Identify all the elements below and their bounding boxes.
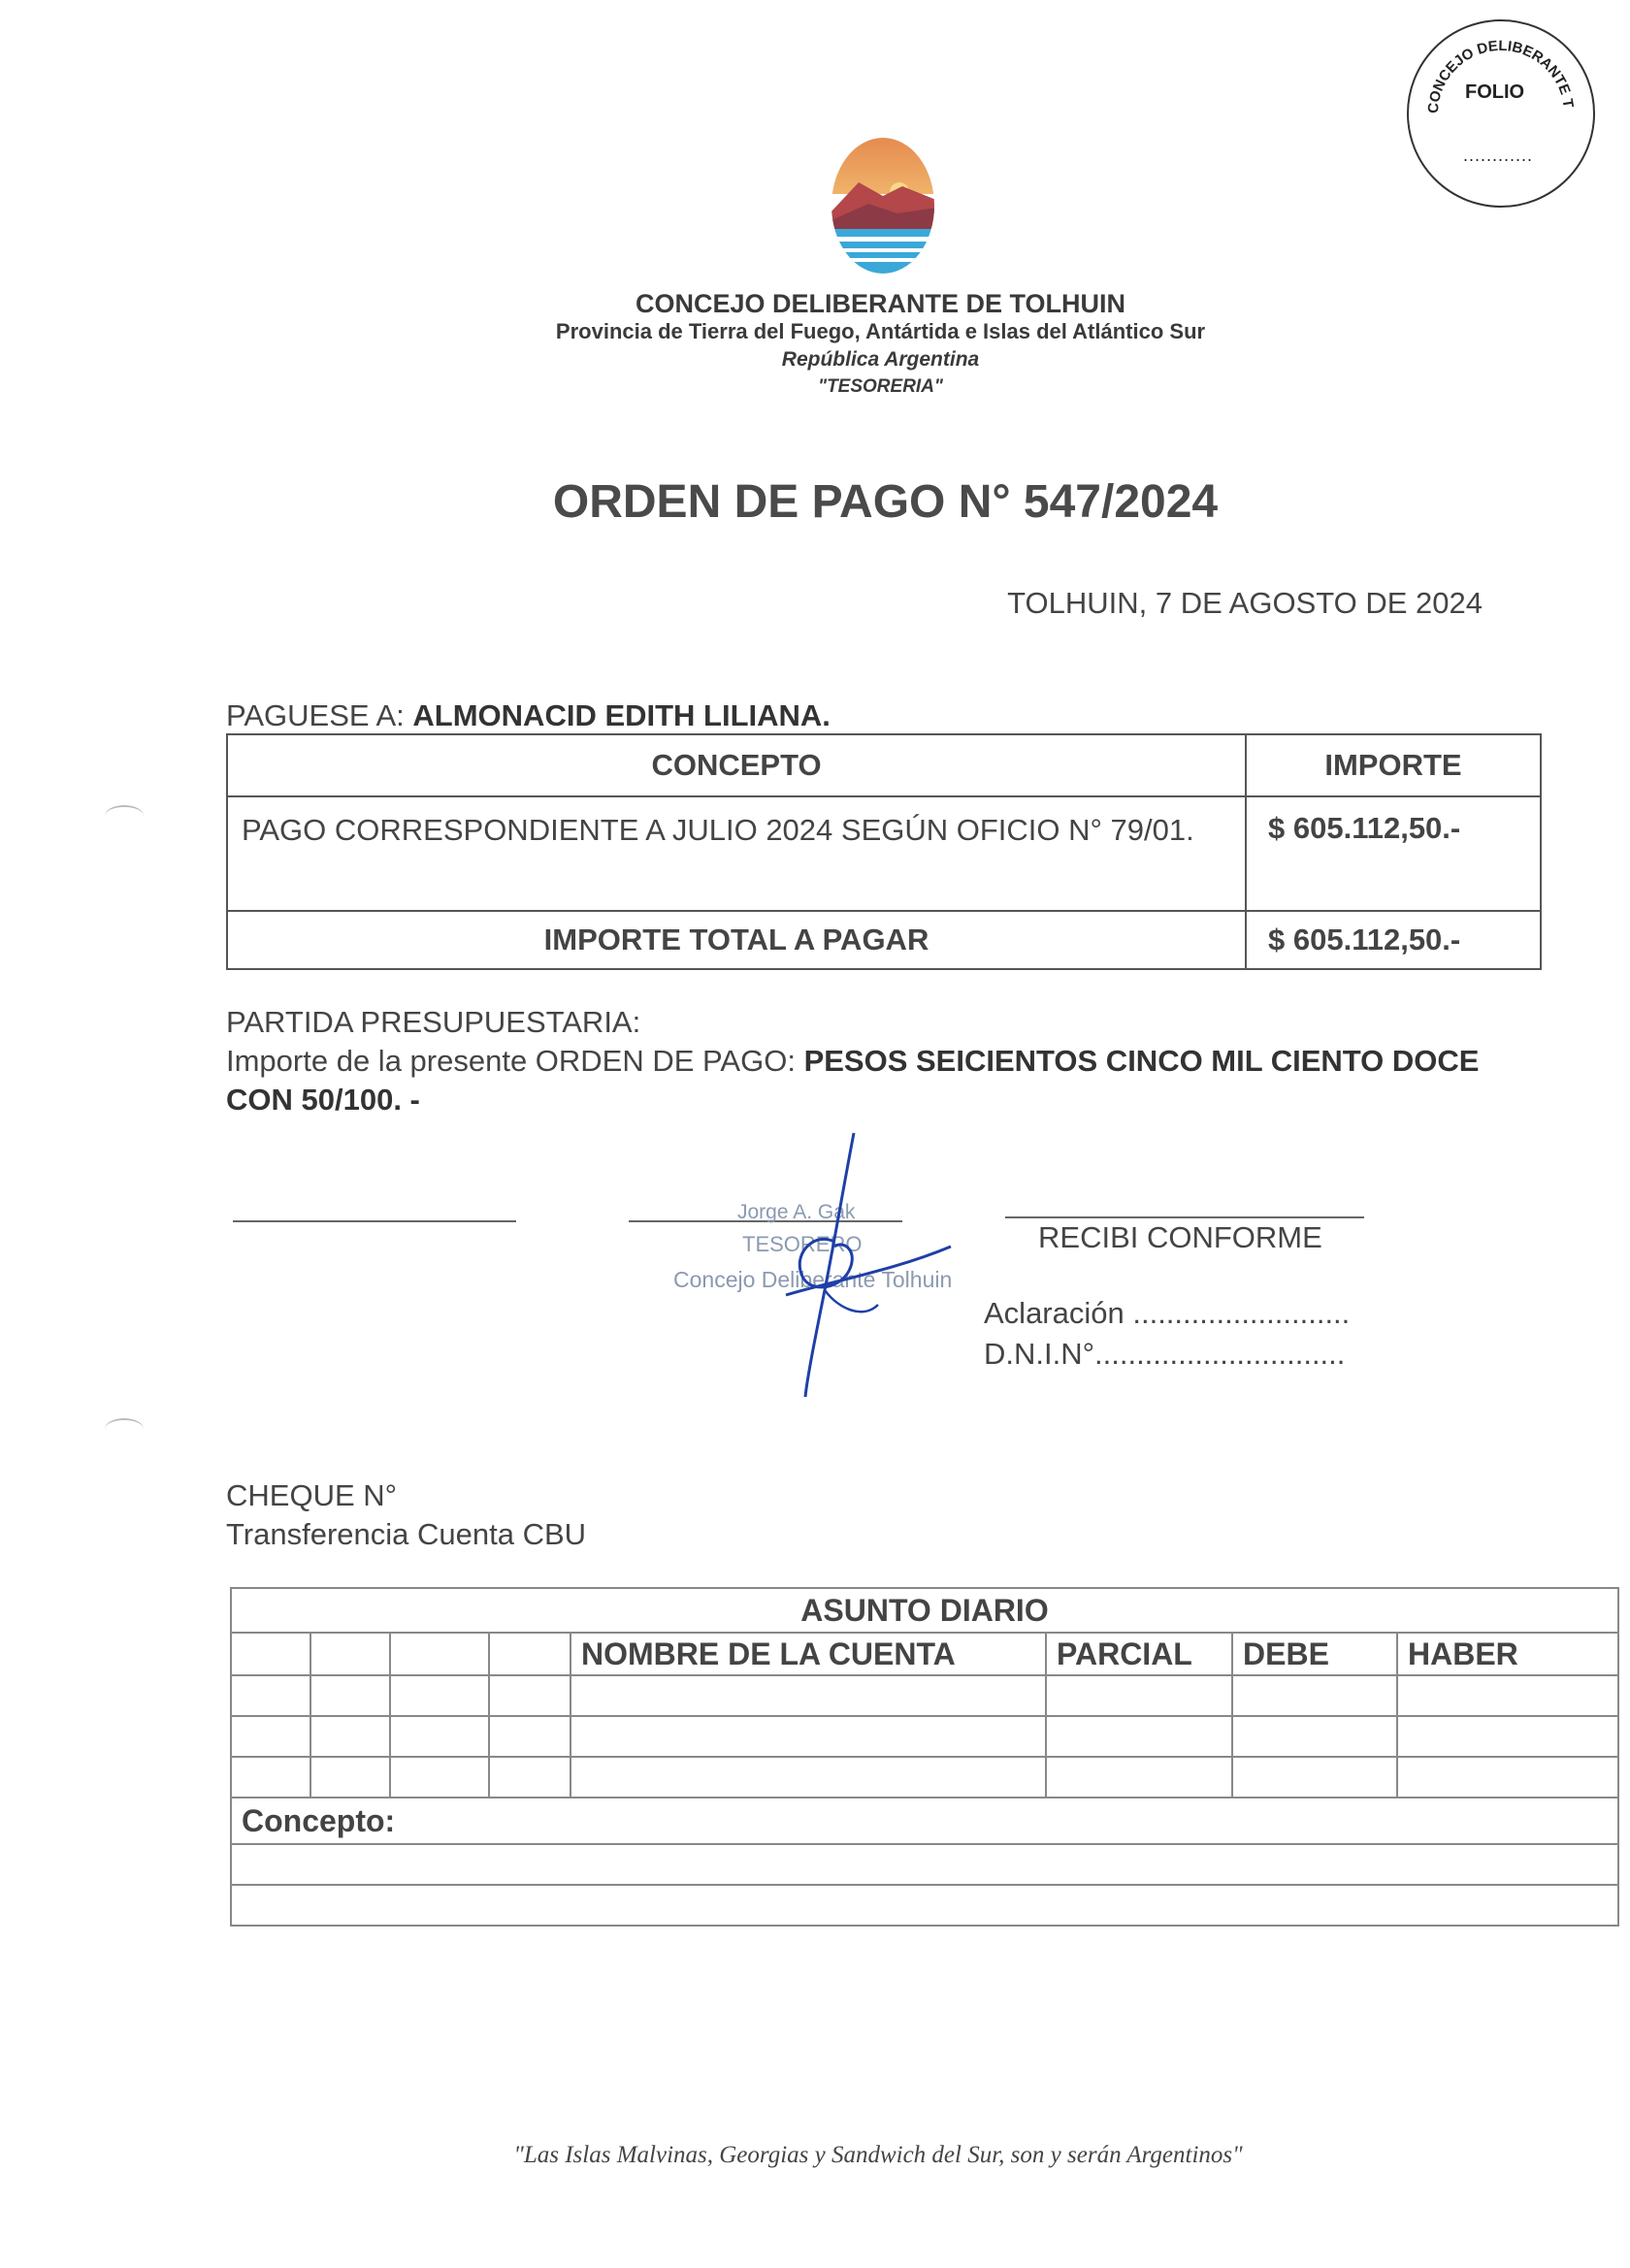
journal-blank-cell [231, 1633, 310, 1675]
punch-hole-mark [105, 805, 144, 826]
concepto-label: Concepto: [231, 1798, 1618, 1844]
table-row [227, 796, 1541, 911]
org-name: CONCEJO DELIBERANTE DE TOLHUIN [635, 289, 1126, 318]
journal-table [230, 1587, 1619, 1927]
total-row [227, 911, 1541, 969]
amount-in-words [226, 1042, 1546, 1119]
concepto-row [231, 1798, 1618, 1844]
stamp-folio-dots: ............ [1463, 146, 1534, 165]
payee-line [226, 698, 831, 733]
clarification-field: Aclaración .......................... [984, 1296, 1351, 1330]
payee-name: ALMONACID EDITH LILIANA. [412, 698, 831, 732]
place-date: TOLHUIN, 7 DE AGOSTO DE 2024 [1007, 586, 1483, 620]
treasurer-title: TESORERO [742, 1232, 863, 1256]
amount-header: IMPORTE [1246, 734, 1541, 796]
concept-header: CONCEPTO [227, 734, 1246, 796]
journal-blank-cell [489, 1633, 570, 1675]
concept-cell: PAGO CORRESPONDIENTE A JULIO 2024 SEGÚN OFICIO N° 79/01. [227, 796, 1246, 911]
journal-blank-cell [390, 1633, 489, 1675]
stamp-ring-label: CONCEJO DELIBERANTE T [1424, 37, 1577, 114]
council-logo [830, 136, 936, 281]
table-row [231, 1675, 1618, 1716]
country-name: República Argentina [781, 348, 980, 371]
amount-in-words-label: Importe de la presente ORDEN DE PAGO: [226, 1044, 796, 1078]
footer-motto: "Las Islas Malvinas, Georgias y Sandwich del Sur, son y serán Argentinos" [513, 2142, 1243, 2168]
stamp-ring-text [1409, 21, 1593, 206]
journal-title: ASUNTO DIARIO [231, 1588, 1618, 1633]
account-name-header: NOMBRE DE LA CUENTA [570, 1633, 1046, 1675]
treasurer-org: Concejo Deliberante Tolhuin [673, 1267, 953, 1292]
transfer-label: Transferencia Cuenta CBU [226, 1517, 587, 1551]
payee-label: PAGUESE A: [226, 698, 405, 732]
table-row [231, 1885, 1618, 1926]
document-title: ORDEN DE PAGO N° 547/2024 [552, 476, 1219, 528]
treasurer-name: Jorge A. Gak [737, 1201, 856, 1223]
journal-blank-cell [310, 1633, 390, 1675]
journal-header-row [231, 1633, 1618, 1675]
province-name: Provincia de Tierra del Fuego, Antártida e Islas del Atlántico Sur [555, 319, 1206, 343]
punch-hole-mark [105, 1418, 144, 1440]
handwritten-signature [669, 1125, 980, 1407]
credit-header: HABER [1397, 1633, 1618, 1675]
dni-field: D.N.I.N°.............................. [984, 1337, 1346, 1371]
debit-header: DEBE [1232, 1633, 1397, 1675]
cheque-label: CHEQUE N° [226, 1478, 398, 1512]
department-name: "TESORERIA" [818, 376, 943, 397]
table-row [231, 1757, 1618, 1798]
total-label: IMPORTE TOTAL A PAGAR [227, 911, 1246, 969]
received-label: RECIBI CONFORME [1038, 1220, 1322, 1254]
folio-stamp [1407, 19, 1595, 208]
payment-table [226, 733, 1542, 970]
total-amount: $ 605.112,50.- [1246, 911, 1541, 969]
payment-table-header [227, 734, 1541, 796]
signature-line-1 [233, 1220, 516, 1222]
table-row [231, 1844, 1618, 1885]
amount-in-words-value: PESOS SEICIENTOS CINCO MIL CIENTO DOCE CON 50/100. - [226, 1044, 1480, 1117]
stamp-folio-label: FOLIO [1465, 81, 1525, 103]
partial-header: PARCIAL [1046, 1633, 1232, 1675]
signature-line-3 [1005, 1216, 1364, 1218]
budget-line-label: PARTIDA PRESUPUESTARIA: [226, 1005, 641, 1039]
amount-cell: $ 605.112,50.- [1246, 796, 1541, 911]
logo-emblem-icon [830, 136, 936, 276]
table-row [231, 1716, 1618, 1757]
